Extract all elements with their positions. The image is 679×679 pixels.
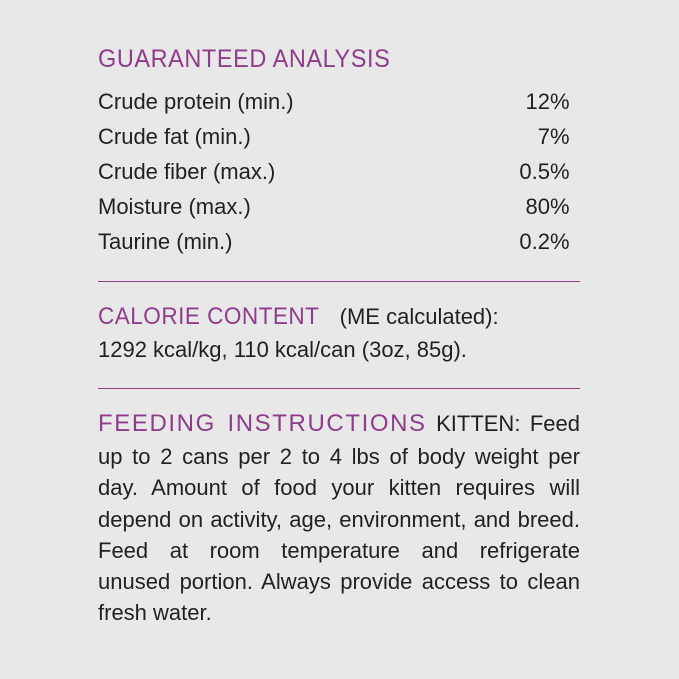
divider <box>98 388 580 389</box>
nutrient-value: 12 <box>525 88 550 114</box>
nutrient-unit: % <box>550 228 570 254</box>
table-row <box>98 154 580 189</box>
calorie-content-line <box>98 300 580 334</box>
table-row <box>98 119 580 154</box>
nutrient-name: Crude fiber (max.) <box>98 158 276 184</box>
nutrient-unit: % <box>550 123 570 149</box>
divider <box>98 281 580 282</box>
nutrient-name: Crude fat (min.) <box>98 123 251 149</box>
table-row <box>98 224 580 259</box>
calorie-content-detail: 1292 kcal/kg, 110 kcal/can (3oz, 85g). <box>98 337 467 363</box>
nutrient-value: 0.2 <box>519 228 550 254</box>
nutrient-unit: % <box>550 193 570 219</box>
nutrient-unit: % <box>550 158 570 184</box>
calorie-content-qualifier: (ME calculated): <box>339 303 499 329</box>
calorie-content-section <box>98 300 580 366</box>
nutrient-name: Taurine (min.) <box>98 228 233 254</box>
nutrient-value: 7 <box>537 123 550 149</box>
feeding-instructions-body: KITTEN: Feed up to 2 cans per 2 to 4 lbs of body weight per day. Amount of food your kitten requires will depend on activity, age, environment, and breed. Feed at room temperature and refrigerate unused portion. Always provide access to clean fresh water. <box>98 411 580 626</box>
pet-food-label-panel <box>98 46 580 629</box>
nutrient-name: Crude protein (min.) <box>98 88 294 114</box>
guaranteed-analysis-table <box>98 84 580 259</box>
nutrient-value: 80 <box>525 193 550 219</box>
table-row <box>98 189 580 224</box>
feeding-instructions-heading: FEEDING INSTRUCTIONS <box>98 410 427 438</box>
guaranteed-analysis-section <box>98 46 580 259</box>
nutrient-value: 0.5 <box>519 158 550 184</box>
nutrient-name: Moisture (max.) <box>98 193 251 219</box>
guaranteed-analysis-heading: GUARANTEED ANALYSIS <box>98 45 391 73</box>
nutrient-unit: % <box>550 88 570 114</box>
table-row <box>98 84 580 119</box>
feeding-instructions-section <box>98 407 580 628</box>
calorie-content-heading: CALORIE CONTENT <box>98 302 320 330</box>
